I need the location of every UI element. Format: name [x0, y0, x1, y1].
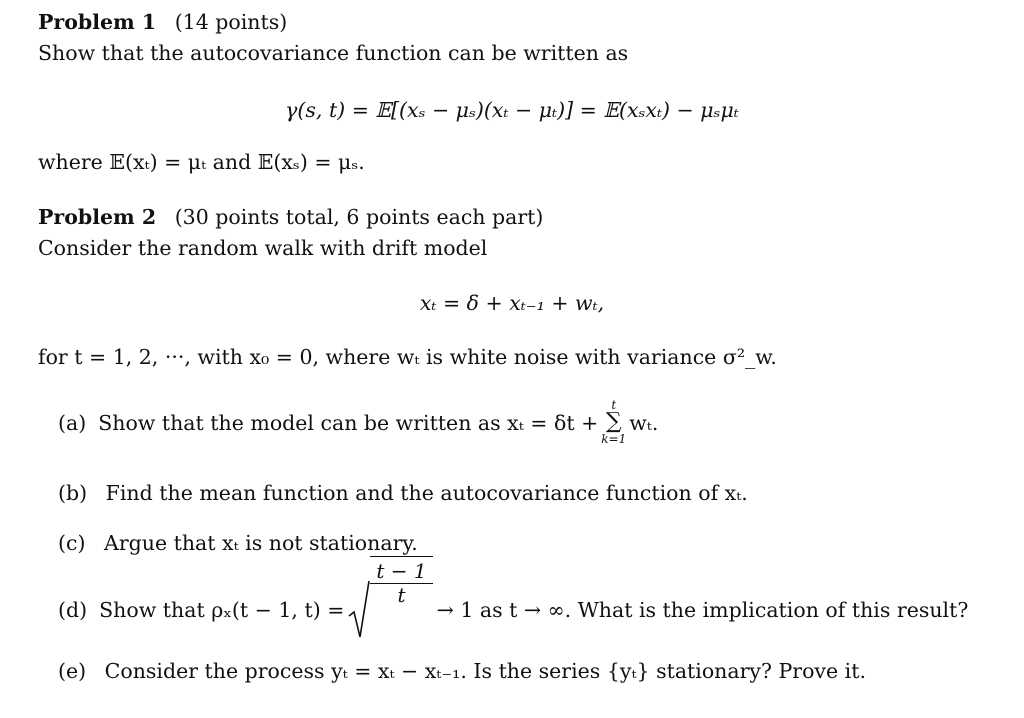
- part-c-text: Argue that xₜ is not stationary.: [104, 531, 418, 555]
- radical-sign-icon: [348, 580, 370, 640]
- square-root: [348, 558, 432, 640]
- fraction: [370, 560, 432, 607]
- problem1-equation: γ(s, t) = 𝔼[(xₛ − μₛ)(xₜ − μₜ)] = 𝔼(xₛxₜ) − μₛμₜ: [285, 98, 739, 122]
- part-d-label: (d): [58, 597, 88, 622]
- part-e: [58, 661, 866, 682]
- problem2-points: (30 points total, 6 points each part): [174, 205, 544, 229]
- fraction-denominator: t: [397, 582, 406, 607]
- sum-lower-limit: k=1: [601, 432, 627, 446]
- part-b-label: (b): [58, 481, 88, 505]
- part-d-text-after: → 1 as t → ∞. What is the implication of this result?: [436, 597, 969, 622]
- part-b-text: Find the mean function and the autocovariance function of xₜ.: [105, 481, 748, 505]
- part-b: [58, 483, 748, 504]
- sum-upper-limit: t: [611, 398, 617, 412]
- part-a-text-after: wₜ.: [629, 410, 659, 435]
- problem2-heading: Problem 2: [38, 205, 157, 229]
- part-a-label: (a): [58, 410, 87, 435]
- part-a-text-before: Show that the model can be written as xₜ = δt +: [98, 410, 599, 435]
- problem2-heading-line: [38, 207, 543, 228]
- problem1-where-clause: where 𝔼(xₜ) = μₜ and 𝔼(xₛ) = μₛ.: [38, 150, 365, 174]
- summation: [601, 399, 626, 445]
- sum-symbol: ∑: [605, 409, 622, 434]
- part-e-text: Consider the process yₜ = xₜ − xₜ₋₁. Is the series {yₜ} stationary? Prove it.: [104, 659, 866, 683]
- problem2-equation: xₜ = δ + xₜ₋₁ + wₜ,: [419, 291, 605, 315]
- part-c-label: (c): [58, 531, 86, 555]
- problem1-points: (14 points): [174, 10, 288, 34]
- problem2-intro: Consider the random walk with drift model: [38, 236, 488, 260]
- part-d-text-before: Show that ρₓ(t − 1, t) =: [99, 597, 345, 622]
- part-d: [58, 558, 969, 640]
- part-e-label: (e): [58, 659, 87, 683]
- problem1-heading-line: [38, 12, 287, 33]
- problem1-heading: Problem 1: [38, 10, 157, 34]
- fraction-numerator: t − 1: [370, 560, 432, 584]
- part-a: [58, 400, 658, 446]
- radicand: [370, 556, 432, 607]
- part-c: [58, 533, 418, 554]
- problem1-intro: Show that the autocovariance function can be written as: [38, 41, 629, 65]
- problem2-condition: for t = 1, 2, ···, with x₀ = 0, where wₜ is white noise with variance σ²_w.: [38, 345, 777, 369]
